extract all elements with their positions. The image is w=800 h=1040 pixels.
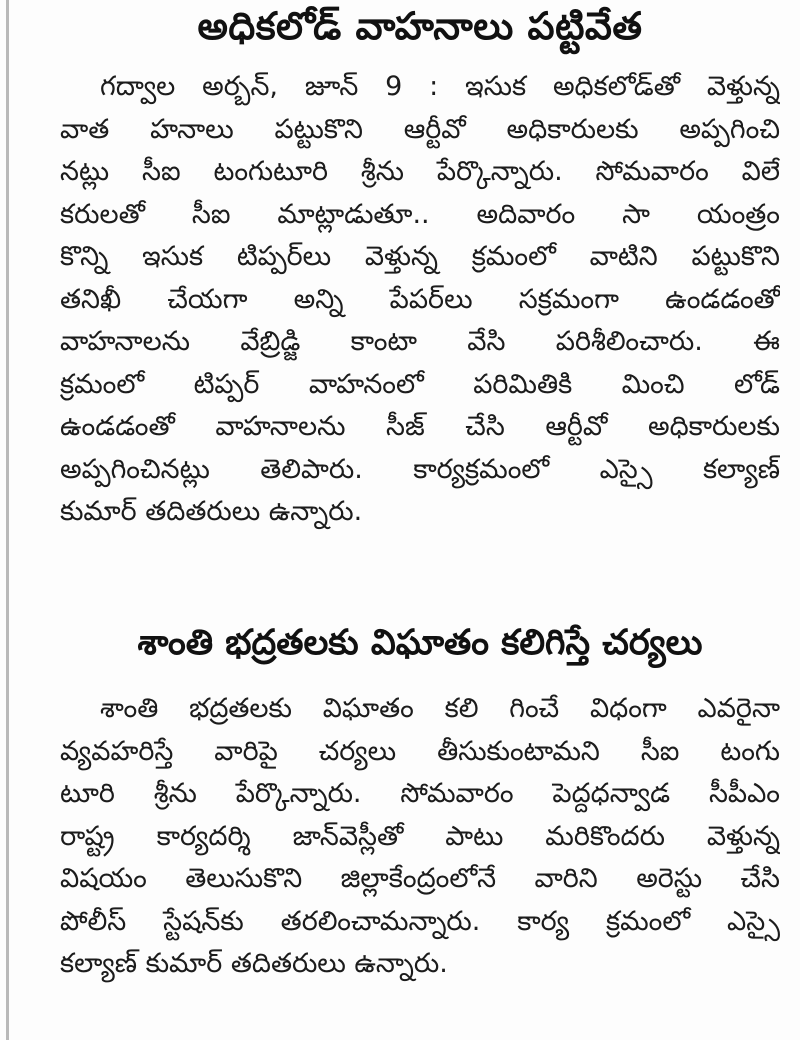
article-1-line: క్రమంలో టిప్పర్ వాహనంలో పరిమితికి మించి లోడ్ <box>60 368 780 400</box>
article-2-body <box>60 688 780 986</box>
article-2-line: పోలీస్ స్టేషన్‌కు తరలించామన్నారు. కార్య క్రమంలో ఎస్సై <box>60 905 780 937</box>
article-1-line: ఉండడంతో వాహనాలను సీజ్ చేసి ఆర్టీవో అధికారులకు <box>60 411 780 442</box>
article-2-line: శాంతి భద్రతలకు విఘాతం కలి గించే విధంగా ఎవరైనా <box>100 693 780 724</box>
article-2-line: వ్యవహరిస్తే వారిపై చర్యలు తీసుకుంటామని సీఐ టంగు <box>60 735 780 767</box>
article-2-line: కల్యాణ్ కుమార్ తదితరులు ఉన్నారు. <box>60 948 448 979</box>
article-2-line: రాష్ట్ర కార్యదర్శి జాన్‌వెస్లీతో పాటు మరికొందరు వెళ్తున్న <box>60 820 780 852</box>
article-1-line: కరులతో సీఐ మాట్లాడుతూ.. అదివారం సా యంత్రం <box>60 198 780 230</box>
article-1-line: కుమార్ తదితరులు ఉన్నారు. <box>60 496 363 527</box>
article-1-line: అప్పగించినట్లు తెలిపారు. కార్యక్రమంలో ఎస్సై కల్యాణ్ <box>60 453 780 485</box>
article-2-line: టూరి శ్రీను పేర్కొన్నారు. సోమవారం పెద్దధన్వాడ సీపీఎం <box>60 778 780 809</box>
article-law-and-order <box>60 612 780 986</box>
article-2-headline: శాంతి భద్రతలకు విఘాతం కలిగిస్తే చర్యలు <box>137 623 703 663</box>
article-2-line: విషయం తెలుసుకొని జిల్లాకేంద్రంలోనే వారిని అరెస్టు చేసి <box>60 863 780 894</box>
article-1-line: వాహనాలను వేబ్రిడ్జి కాంటా వేసి పరిశీలించారు. ఈ <box>60 326 780 357</box>
article-overload-vehicles <box>60 0 780 534</box>
article-1-body <box>60 66 780 534</box>
article-1-line: వాత హనాలు పట్టుకొని ఆర్టీవో అధికారులకు అప్పగించి <box>60 113 780 145</box>
column-divider <box>6 0 9 1040</box>
article-1-line: కొన్ని ఇసుక టిప్పర్‌లు వెళ్తున్న క్రమంలో వాటిని పట్టుకొని <box>60 241 780 272</box>
article-1-line: తనిఖీ చేయగా అన్ని పేపర్‌లు సక్రమంగా ఉండడంతో <box>60 283 780 315</box>
article-1-line: నట్లు సీఐ టంగుటూరి శ్రీను పేర్కొన్నారు. సోమవారం విలే <box>60 156 780 187</box>
article-1-line: గద్వాల అర్బన్, జూన్ 9 : ఇసుక అధికలోడ్‌తో వెళ్తున్న <box>100 71 780 102</box>
article-1-headline: అధికలోడ్ వాహనాలు పట్టివేత <box>197 4 643 48</box>
